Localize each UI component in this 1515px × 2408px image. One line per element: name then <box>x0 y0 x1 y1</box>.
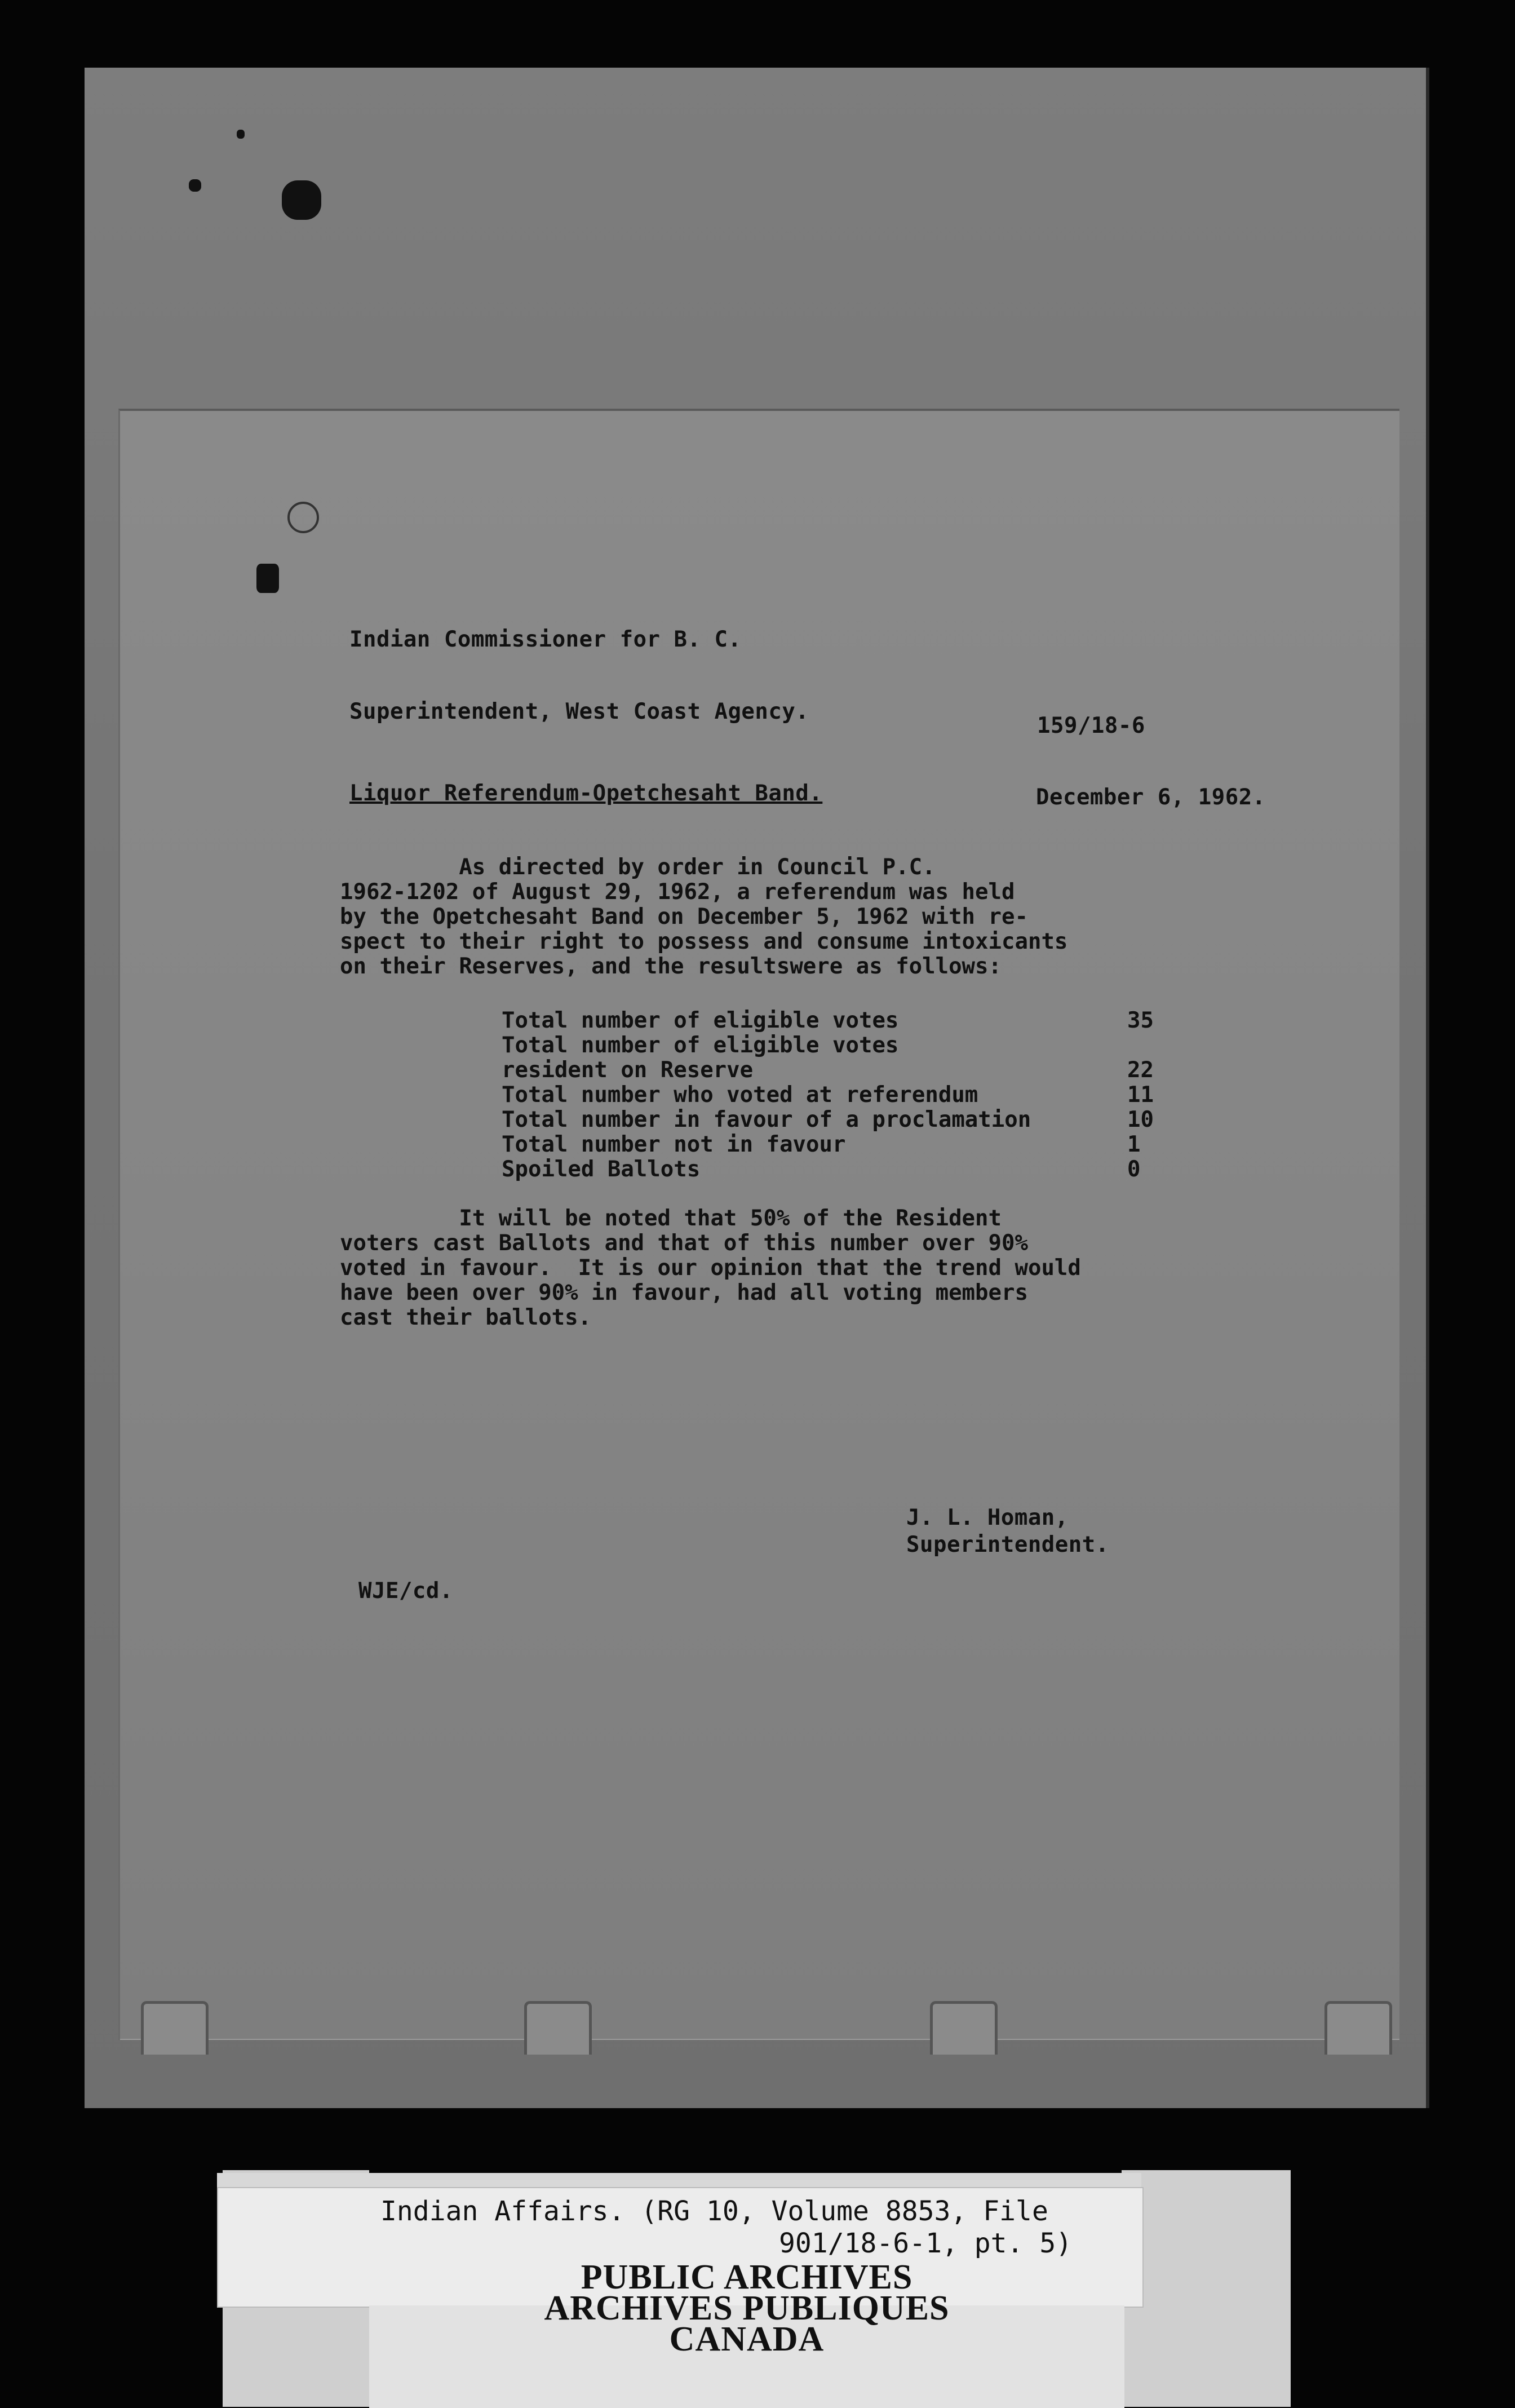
paragraph-line: It will be noted that 50% of the Resident <box>340 1206 1002 1231</box>
result-label: Total number of eligible votes <box>502 1033 899 1058</box>
ink-speck <box>189 179 201 192</box>
archive-card-right <box>1122 2170 1291 2407</box>
paragraph-line: on their Reserves, and the resultswere as follows: <box>340 954 1002 979</box>
signature-name: J. L. Homan, <box>906 1505 1069 1530</box>
paragraph-line: As directed by order in Council P.C. <box>340 855 936 880</box>
ink-speck <box>256 564 279 593</box>
result-label: Total number who voted at referendum <box>502 1082 978 1108</box>
paragraph-line: 1962-1202 of August 29, 1962, a referendum was held <box>340 879 1015 905</box>
result-value: 10 <box>1127 1107 1154 1132</box>
result-label: Total number of eligible votes <box>502 1008 899 1033</box>
result-value: 35 <box>1127 1008 1154 1033</box>
result-row <box>502 1132 1178 1157</box>
paragraph-line: by the Opetchesaht Band on December 5, 1962 with re- <box>340 904 1028 929</box>
stamp-line-3: CANADA <box>669 2320 825 2358</box>
paragraph-line: cast their ballots. <box>340 1305 592 1330</box>
addressee-line: Indian Commissioner for B. C. <box>349 627 742 652</box>
result-row <box>502 1057 1178 1082</box>
binder-clip <box>524 2001 592 2055</box>
letter-date: December 6, 1962. <box>1036 785 1266 810</box>
result-label: Total number in favour of a proclamation <box>502 1107 1031 1132</box>
result-row <box>502 1033 1178 1057</box>
ink-blot <box>282 180 321 220</box>
sender-line: Superintendent, West Coast Agency. <box>349 699 809 724</box>
result-row <box>502 1008 1178 1033</box>
stamp-line-2: ARCHIVES PUBLIQUES <box>544 2289 950 2327</box>
binder-clip <box>930 2001 998 2055</box>
paragraph-line: spect to their right to possess and consume intoxicants <box>340 929 1068 954</box>
result-value: 22 <box>1127 1057 1154 1083</box>
result-label: Total number not in favour <box>502 1132 846 1157</box>
result-value: 0 <box>1127 1157 1141 1182</box>
result-row <box>502 1082 1178 1107</box>
binder-clip <box>1324 2001 1392 2055</box>
signature-title: Superintendent. <box>906 1532 1109 1557</box>
stamp-line-1: PUBLIC ARCHIVES <box>581 2258 913 2296</box>
result-row <box>502 1107 1178 1132</box>
paragraph-line: voters cast Ballots and that of this number over 90% <box>340 1230 1028 1256</box>
hole-punch-mark <box>287 502 319 533</box>
subject-line: Liquor Referendum-Opetchesaht Band. <box>349 781 823 806</box>
ink-speck <box>237 130 245 139</box>
paragraph-line: have been over 90% in favour, had all voting members <box>340 1280 1028 1305</box>
reference-initials: WJE/cd. <box>358 1578 453 1604</box>
result-label: resident on Reserve <box>502 1057 754 1083</box>
result-row <box>502 1157 1178 1181</box>
result-label: Spoiled Ballots <box>502 1157 701 1182</box>
paragraph-line: voted in favour. It is our opinion that the trend would <box>340 1255 1081 1281</box>
archive-label-line-1: Indian Affairs. (RG 10, Volume 8853, File <box>380 2195 1048 2227</box>
file-number: 159/18-6 <box>1037 713 1145 738</box>
result-value: 1 <box>1127 1132 1141 1157</box>
result-value: 11 <box>1127 1082 1154 1108</box>
binder-clip <box>141 2001 209 2055</box>
archive-label-line-2: 901/18-6-1, pt. 5) <box>779 2228 1073 2259</box>
